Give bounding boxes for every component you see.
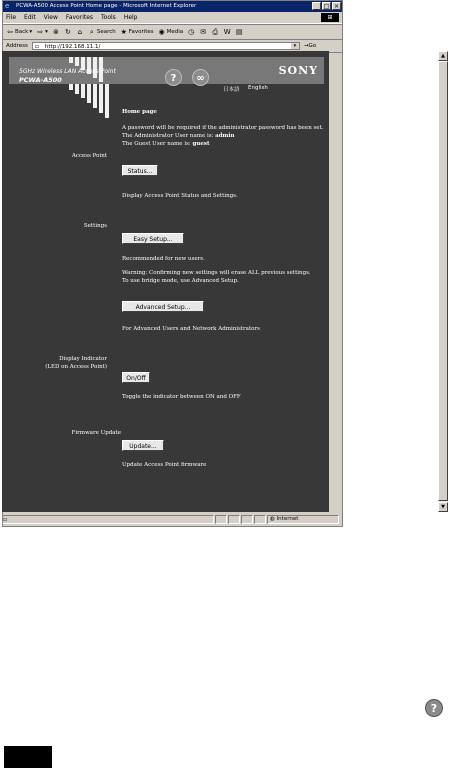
media-icon: ◉ <box>158 28 165 36</box>
status-button[interactable]: Status... <box>122 165 158 176</box>
minimize-button[interactable]: _ <box>312 2 321 10</box>
media-button[interactable]: ◉ Media <box>158 28 184 36</box>
product-line: 5GHz Wireless LAN Access Point <box>19 68 116 75</box>
firmware-desc: Update Access Point firmware <box>122 462 207 468</box>
access-point-label: Access Point <box>71 153 107 159</box>
address-url: http://192.168.11.1/ <box>44 44 101 50</box>
menu-favorites[interactable]: Favorites <box>65 14 94 21</box>
status-pane <box>254 515 266 524</box>
print-icon[interactable]: ⎙ <box>212 28 218 36</box>
title-bar <box>3 1 342 12</box>
display-indicator-label: Display Indicator <box>59 356 107 362</box>
page-title: Home page <box>122 109 157 115</box>
maximize-button[interactable]: □ <box>323 3 330 10</box>
address-input[interactable] <box>32 42 300 50</box>
menu-edit[interactable]: Edit <box>24 14 36 21</box>
status-pane <box>228 515 240 524</box>
help-icon: ? <box>425 699 443 717</box>
lang-japanese-link[interactable]: 日本語 <box>223 87 240 93</box>
toolbar <box>3 24 342 40</box>
black-label-box <box>4 746 52 768</box>
search-button[interactable]: ⌕ Search <box>88 28 116 36</box>
vertical-scrollbar[interactable] <box>438 51 448 512</box>
advanced-setup-desc: For Advanced Users and Network Administrators <box>122 326 260 332</box>
edit-icon[interactable]: W <box>223 28 231 36</box>
firmware-update-button[interactable]: Update... <box>122 440 164 451</box>
scroll-up-icon[interactable]: ▲ <box>438 51 448 61</box>
page-content <box>2 51 329 512</box>
menu-tools[interactable]: Tools <box>101 14 116 21</box>
forward-button[interactable]: ⇨ ▾ <box>37 28 48 36</box>
address-label: Address <box>6 43 28 49</box>
firmware-update-label: Firmware Update <box>71 430 121 436</box>
discuss-icon[interactable]: ▤ <box>235 28 243 36</box>
scroll-thumb[interactable] <box>438 61 448 501</box>
status-pane <box>215 515 227 524</box>
easy-setup-button[interactable]: Easy Setup... <box>122 233 184 244</box>
ie-icon: e <box>5 2 10 10</box>
back-arrow-icon: ⇦ <box>7 28 13 36</box>
page-done-icon: ▫ <box>3 516 8 523</box>
bridge-mode-note: To use bridge mode, use Advanced Setup. <box>122 278 239 284</box>
history-icon[interactable]: ◷ <box>188 28 195 36</box>
lang-english-link[interactable]: English <box>248 85 268 91</box>
help-button[interactable]: ? <box>165 69 182 86</box>
page-icon: ▫ <box>34 43 39 50</box>
settings-label: Settings <box>83 223 107 229</box>
menu-bar <box>3 12 342 24</box>
product-model: PCWA-A500 <box>19 76 62 84</box>
address-dropdown-icon[interactable]: ▾ <box>291 43 299 49</box>
windows-logo-icon: ⊞ <box>321 13 339 22</box>
mail-icon[interactable]: ✉ <box>200 28 207 36</box>
status-desc: Display Access Point Status and Settings. <box>122 193 238 199</box>
status-text-pane <box>2 515 214 524</box>
window-title: PCWA-A500 Access Point Home page - Microsoft Internet Explorer <box>16 3 197 9</box>
search-icon: ⌕ <box>89 28 94 36</box>
refresh-icon[interactable]: ↻ <box>64 28 71 36</box>
menu-help[interactable]: Help <box>123 14 138 21</box>
close-button[interactable]: × <box>333 3 340 10</box>
menu-file[interactable]: File <box>6 14 17 21</box>
infinity-icon[interactable]: ∞ <box>192 69 209 86</box>
forward-arrow-icon: ⇨ <box>37 28 44 36</box>
status-pane <box>241 515 253 524</box>
favorites-button[interactable]: ★ Favorites <box>120 28 154 36</box>
back-button[interactable]: ⇦ Back ▾ <box>7 28 33 36</box>
sony-logo: SONY <box>278 64 318 77</box>
menu-view[interactable]: View <box>43 14 58 21</box>
go-button[interactable]: →Go <box>303 43 317 49</box>
status-bar <box>2 514 341 525</box>
intro-admin: The Administrator User name is: admin <box>122 133 235 139</box>
led-on-off-button[interactable]: On/Off <box>122 372 150 383</box>
intro-password: A password will be required if the administrator password has been set. <box>122 125 324 131</box>
intro-guest: The Guest User name is: guest <box>122 141 210 147</box>
led-desc: Toggle the indicator between ON and OFF <box>122 394 241 400</box>
display-indicator-sublabel: (LED on Access Point) <box>45 364 107 370</box>
stop-icon[interactable]: ⊗ <box>52 28 59 36</box>
easy-setup-desc: Recommended for new users. <box>122 256 205 262</box>
advanced-setup-button[interactable]: Advanced Setup... <box>122 301 204 312</box>
security-zone: ◍ Internet <box>267 515 339 524</box>
settings-warning: Warning: Confirming new settings will erase ALL previous settings. <box>122 270 311 276</box>
globe-icon: ◍ <box>270 516 275 522</box>
home-icon[interactable]: ⌂ <box>77 28 83 36</box>
scroll-down-icon[interactable]: ▼ <box>438 502 448 512</box>
favorites-icon: ★ <box>120 28 127 36</box>
